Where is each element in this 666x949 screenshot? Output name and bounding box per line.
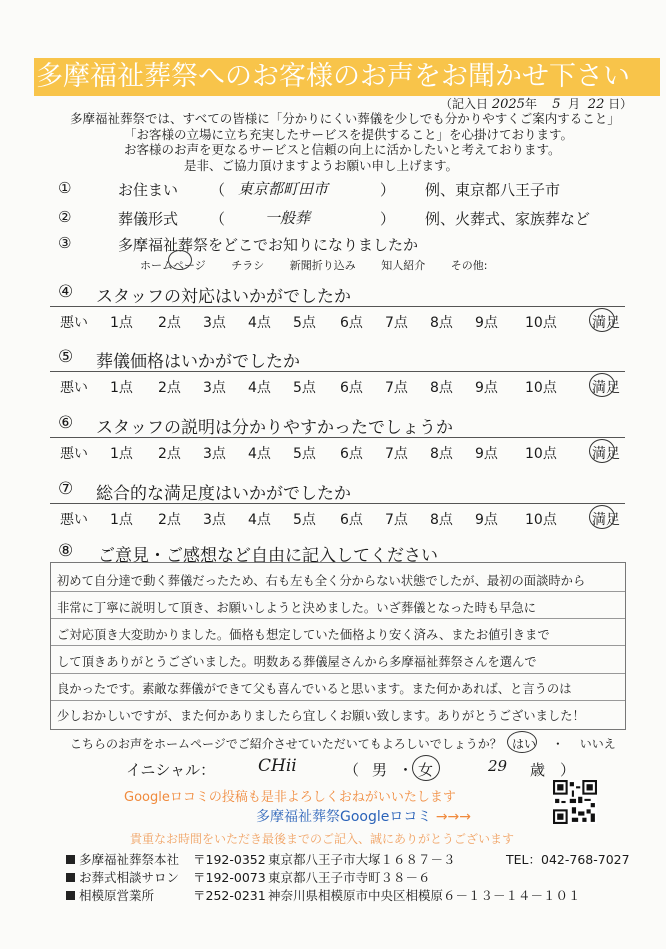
qr-code[interactable] bbox=[553, 780, 597, 824]
date-year: 2025 bbox=[491, 97, 525, 112]
office-address: 神奈川県相模原市中央区相模原６－１３－１４－１０１ bbox=[268, 888, 581, 903]
rating-option[interactable]: 10点 bbox=[525, 315, 557, 331]
rating-option[interactable]: 5点 bbox=[293, 380, 316, 396]
rating-option[interactable]: 3点 bbox=[203, 380, 226, 396]
rating-option[interactable]: 5点 bbox=[293, 512, 316, 528]
q2-label: 葬儀形式 bbox=[118, 210, 179, 228]
comment-rule bbox=[51, 700, 625, 701]
rating-option[interactable]: 5点 bbox=[293, 315, 316, 331]
bullet-square-icon bbox=[66, 891, 75, 900]
rating-option[interactable]: 満足 bbox=[592, 512, 620, 528]
comment-line: して頂きありがとうございました。明数ある葬儀屋さんから多摩福祉葬祭さんを選んで bbox=[57, 655, 537, 669]
office-address: 東京都八王子市寺町３８－６ bbox=[268, 870, 431, 885]
rating-option[interactable]: 7点 bbox=[385, 380, 408, 396]
office-zip: 〒252-0231 bbox=[193, 888, 266, 903]
office-zip: 〒192-0352 bbox=[193, 852, 266, 867]
date-nen: 年 bbox=[524, 97, 537, 111]
office-tel: TEL：042-768-7027 bbox=[506, 852, 630, 867]
office-name: 多摩福祉葬祭本社 bbox=[79, 852, 180, 867]
rating-option[interactable]: 3点 bbox=[203, 446, 226, 462]
rating-option[interactable]: 2点 bbox=[158, 380, 181, 396]
rating-num: ⑥ bbox=[58, 413, 74, 433]
gender-male[interactable]: 男 bbox=[372, 761, 388, 779]
comment-line: 少しおかしいですが、また何かありましたら宜しくお願い致します。ありがとうございました！ bbox=[57, 709, 585, 723]
rating-option[interactable]: 7点 bbox=[385, 512, 408, 528]
comment-line: ご対応頂き大変助かりました。価格も想定していた価格より安く済み、またお値引きまで bbox=[57, 628, 550, 642]
intro-line: 是非、ご協力頂けますようお願い申し上げます。 bbox=[184, 157, 459, 173]
q1-num: ① bbox=[58, 179, 72, 197]
q2-rp: ） bbox=[380, 210, 396, 228]
rating-option[interactable]: 8点 bbox=[430, 512, 453, 528]
consent-no[interactable]: いいえ bbox=[579, 737, 616, 751]
page-title: 多摩福祉葬祭へのお客様のお声をお聞かせ下さい bbox=[36, 61, 630, 92]
comment-rule bbox=[51, 618, 625, 619]
rating-num: ④ bbox=[58, 282, 74, 302]
rating-option[interactable]: 10点 bbox=[525, 446, 557, 462]
footer-salon bbox=[66, 868, 179, 886]
comment-line: 非常に丁寧に説明して頂き、お願いしようと決めました。いざ葬儀となった時も早急に bbox=[57, 601, 537, 615]
rating-selected-circle bbox=[589, 373, 615, 397]
footer-head-office bbox=[66, 850, 179, 868]
date-label: （記入日 bbox=[440, 97, 489, 111]
age-value: 29 bbox=[488, 757, 508, 775]
q3-options bbox=[140, 257, 510, 273]
intro-line: お客様のお声を更なるサービスと信頼の向上に活かしたいと考えております。 bbox=[124, 142, 561, 157]
rating-option[interactable]: 5点 bbox=[293, 446, 316, 462]
initial-rp: ） bbox=[560, 761, 576, 779]
rating-option[interactable]: 4点 bbox=[248, 446, 271, 462]
comment-rule bbox=[51, 645, 625, 646]
intro-line: 多摩福祉葬祭では、すべての皆様に「分かりにくい葬儀を少しでも分かりやすくご案内すること」 bbox=[70, 111, 620, 126]
rating-option[interactable]: 8点 bbox=[430, 315, 453, 331]
section-rule bbox=[50, 437, 625, 438]
q2-num: ② bbox=[58, 208, 72, 226]
consent-yes-circle bbox=[507, 731, 537, 753]
rating-option[interactable]: 悪い bbox=[60, 512, 88, 528]
comment-rule bbox=[51, 673, 625, 674]
q8-num: ⑧ bbox=[58, 541, 74, 561]
date-month: 5 bbox=[552, 97, 561, 112]
q1-lp: （ bbox=[210, 181, 226, 199]
rating-option[interactable]: 1点 bbox=[110, 446, 133, 462]
rating-selected-circle bbox=[589, 308, 615, 332]
rating-question: スタッフの対応はいかがでしたか bbox=[96, 287, 351, 307]
gender-female-circle bbox=[412, 755, 440, 781]
section-rule bbox=[50, 503, 625, 504]
rating-option[interactable]: 2点 bbox=[158, 446, 181, 462]
intro-line: 「お客様の立場に立ち充実したサービスを提供すること」を心掛けております。 bbox=[124, 126, 574, 142]
rating-option[interactable]: 1点 bbox=[110, 380, 133, 396]
rating-option[interactable]: 悪い bbox=[60, 446, 88, 462]
rating-option[interactable]: 1点 bbox=[110, 315, 133, 331]
google-link[interactable] bbox=[256, 806, 471, 826]
bullet-square-icon bbox=[66, 873, 75, 882]
office-address: 東京都八王子市大塚１６８７－３ bbox=[268, 852, 456, 867]
rating-option[interactable]: 満足 bbox=[592, 446, 620, 462]
rating-option[interactable]: 4点 bbox=[248, 512, 271, 528]
rating-option[interactable]: 悪い bbox=[60, 315, 88, 331]
q1-answer: 東京都町田市 bbox=[238, 180, 329, 198]
gender-female[interactable]: 女 bbox=[418, 761, 434, 779]
rating-option[interactable]: 9点 bbox=[475, 315, 498, 331]
q3-label: 多摩福祉葬祭をどこでお知りになりましたか bbox=[118, 236, 419, 254]
rating-selected-circle bbox=[589, 505, 615, 529]
initial-lp: （ bbox=[344, 761, 360, 779]
q3-selected-circle bbox=[168, 250, 192, 270]
office-name: お葬式相談サロン bbox=[79, 870, 180, 885]
rating-option[interactable]: 3点 bbox=[203, 512, 226, 528]
comment-rule bbox=[51, 591, 625, 592]
rating-option[interactable]: 2点 bbox=[158, 315, 181, 331]
intro-text bbox=[70, 111, 620, 173]
section-rule bbox=[50, 371, 625, 372]
office-zip: 〒192-0073 bbox=[193, 870, 266, 885]
q1-label: お住まい bbox=[118, 181, 179, 199]
comment-line: 良かったです。素敵な葬儀ができて父も喜んでいると思います。また何かあれば、と言うのは bbox=[57, 682, 572, 696]
q3-option[interactable]: 新聞折り込み bbox=[289, 259, 356, 272]
google-arrows: →→→ bbox=[435, 809, 472, 825]
consent-dot: ・ bbox=[551, 737, 564, 751]
q3-num: ③ bbox=[58, 234, 72, 252]
thanks-message: 貴重なお時間をいただき最後までのご記入、誠にありがとうございます bbox=[130, 832, 515, 846]
rating-option[interactable]: 悪い bbox=[60, 380, 88, 396]
section-rule bbox=[50, 306, 625, 307]
google-request: Googleロコミの投稿も是非よろしくおねがいいたします bbox=[124, 790, 456, 805]
rating-num: ⑤ bbox=[58, 347, 74, 367]
rating-option[interactable]: 6点 bbox=[340, 315, 363, 331]
rating-option[interactable]: 7点 bbox=[385, 315, 408, 331]
consent-question: こちらのお声をホームページでご紹介させていただいてもよろしいでしょうか？ bbox=[70, 737, 502, 751]
rating-option[interactable]: 3点 bbox=[203, 315, 226, 331]
rating-option[interactable]: 10点 bbox=[525, 380, 557, 396]
initial-value: CHii bbox=[258, 756, 297, 776]
q8-label: ご意見・ご感想など自由に記入してください bbox=[98, 546, 438, 566]
q3-option[interactable]: その他: bbox=[450, 259, 488, 272]
rating-question: 葬儀価格はいかがでしたか bbox=[96, 352, 300, 372]
q1-example: 例、東京都八王子市 bbox=[425, 181, 561, 199]
office-name: 相模原営業所 bbox=[79, 888, 155, 903]
comment-box[interactable] bbox=[50, 562, 626, 730]
rating-option[interactable]: 4点 bbox=[248, 380, 271, 396]
date-tsuki: 月 bbox=[568, 97, 581, 111]
rating-option[interactable]: 満足 bbox=[592, 315, 620, 331]
rating-option[interactable]: 8点 bbox=[430, 380, 453, 396]
rating-option[interactable]: 8点 bbox=[430, 446, 453, 462]
rating-option[interactable]: 満足 bbox=[592, 380, 620, 396]
rating-question: スタッフの説明は分かりやすかったでしょうか bbox=[96, 418, 453, 438]
q2-lp: （ bbox=[210, 210, 226, 228]
rating-option[interactable]: 1点 bbox=[110, 512, 133, 528]
q3-option[interactable]: 知人紹介 bbox=[381, 259, 426, 272]
rating-option[interactable]: 9点 bbox=[475, 446, 498, 462]
rating-option[interactable]: 2点 bbox=[158, 512, 181, 528]
comment-line: 初めて自分達で動く葬儀だったため、右も左も全く分からない状態でしたが、最初の面談時から bbox=[57, 574, 586, 588]
rating-option[interactable]: 6点 bbox=[340, 446, 363, 462]
rating-option[interactable]: 7点 bbox=[385, 446, 408, 462]
rating-question: 総合的な満足度はいかがでしたか bbox=[96, 484, 351, 504]
consent-yes[interactable]: はい bbox=[512, 737, 537, 751]
age-unit: 歳 bbox=[530, 761, 546, 779]
date-day: 22 bbox=[587, 97, 605, 112]
rating-selected-circle bbox=[589, 439, 615, 463]
q2-answer: 一般葬 bbox=[265, 209, 311, 227]
rating-num: ⑦ bbox=[58, 479, 74, 499]
q3-option[interactable]: ホームページ bbox=[140, 259, 206, 272]
initial-label: イニシャル： bbox=[126, 761, 216, 779]
date-line bbox=[440, 95, 632, 112]
rating-option[interactable]: 10点 bbox=[525, 512, 557, 528]
rating-option[interactable]: 9点 bbox=[475, 380, 498, 396]
date-hi: 日） bbox=[608, 97, 633, 111]
rating-option[interactable]: 6点 bbox=[340, 380, 363, 396]
rating-option[interactable]: 4点 bbox=[248, 315, 271, 331]
q1-rp: ） bbox=[380, 181, 396, 199]
bullet-square-icon bbox=[66, 855, 75, 864]
q3-option[interactable]: チラシ bbox=[231, 259, 265, 272]
gender-dot: ・ bbox=[398, 761, 414, 779]
footer-sagamihara bbox=[66, 886, 154, 904]
rating-option[interactable]: 6点 bbox=[340, 512, 363, 528]
rating-option[interactable]: 9点 bbox=[475, 512, 498, 528]
q2-example: 例、火葬式、家族葬など bbox=[425, 210, 591, 228]
google-link-label: 多摩福祉葬祭Googleロコミ bbox=[256, 809, 432, 825]
